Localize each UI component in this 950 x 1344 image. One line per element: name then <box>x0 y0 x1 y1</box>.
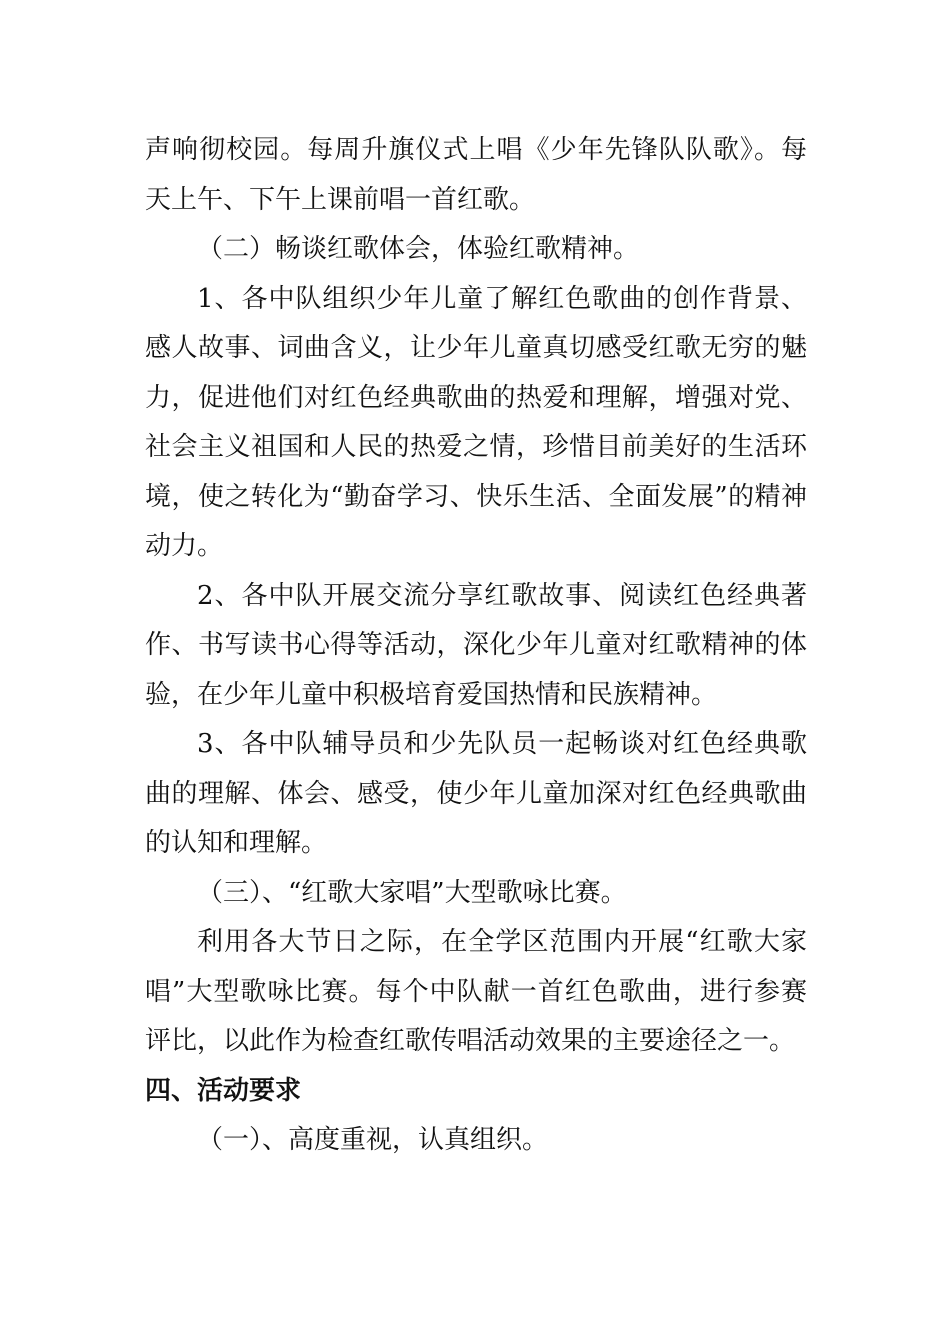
paragraph-item-3: 3、各中队辅导员和少先队员一起畅谈对红色经典歌曲的理解、体会、感受，使少年儿童加深对红色经典歌曲的认知和理解。 <box>145 729 807 858</box>
section-heading-four: 四、活动要求 <box>145 1075 302 1106</box>
subheading-one: （一）、高度重视，认真组织。 <box>197 1125 549 1155</box>
subheading-three: （三）、“红歌大家唱”大型歌咏比赛。 <box>197 877 627 908</box>
paragraph-contest: 利用各大节日之际，在全学区范围内开展“红歌大家唱”大型歌咏比赛。每个中队献一首红色歌曲，进行参赛评比，以此作为检查红歌传唱活动效果的主要途径之一。 <box>145 927 807 1056</box>
subheading-two: （二）畅谈红歌体会，体验红歌精神。 <box>197 234 640 264</box>
paragraph-item-2: 2、各中队开展交流分享红歌故事、阅读红色经典著作、书写读书心得等活动，深化少年儿童对红歌精神的体验，在少年儿童中积极培育爱国热情和民族精神。 <box>145 580 807 710</box>
paragraph-continuation: 声响彻校园。每周升旗仪式上唱《少年先锋队队歌》。每天上午、下午上课前唱一首红歌。 <box>145 135 807 215</box>
document-body <box>145 126 807 1166</box>
paragraph-item-1: 1、各中队组织少年儿童了解红色歌曲的创作背景、感人故事、词曲含义，让少年儿童真切感受红歌无穷的魅力，促进他们对红色经典歌曲的热爱和理解，增强对党、社会主义祖国和人民的热爱之情，珍惜目前美好的生活环境，使之转化为“勤奋学习、快乐生活、全面发展”的精神动力。 <box>145 283 807 561</box>
